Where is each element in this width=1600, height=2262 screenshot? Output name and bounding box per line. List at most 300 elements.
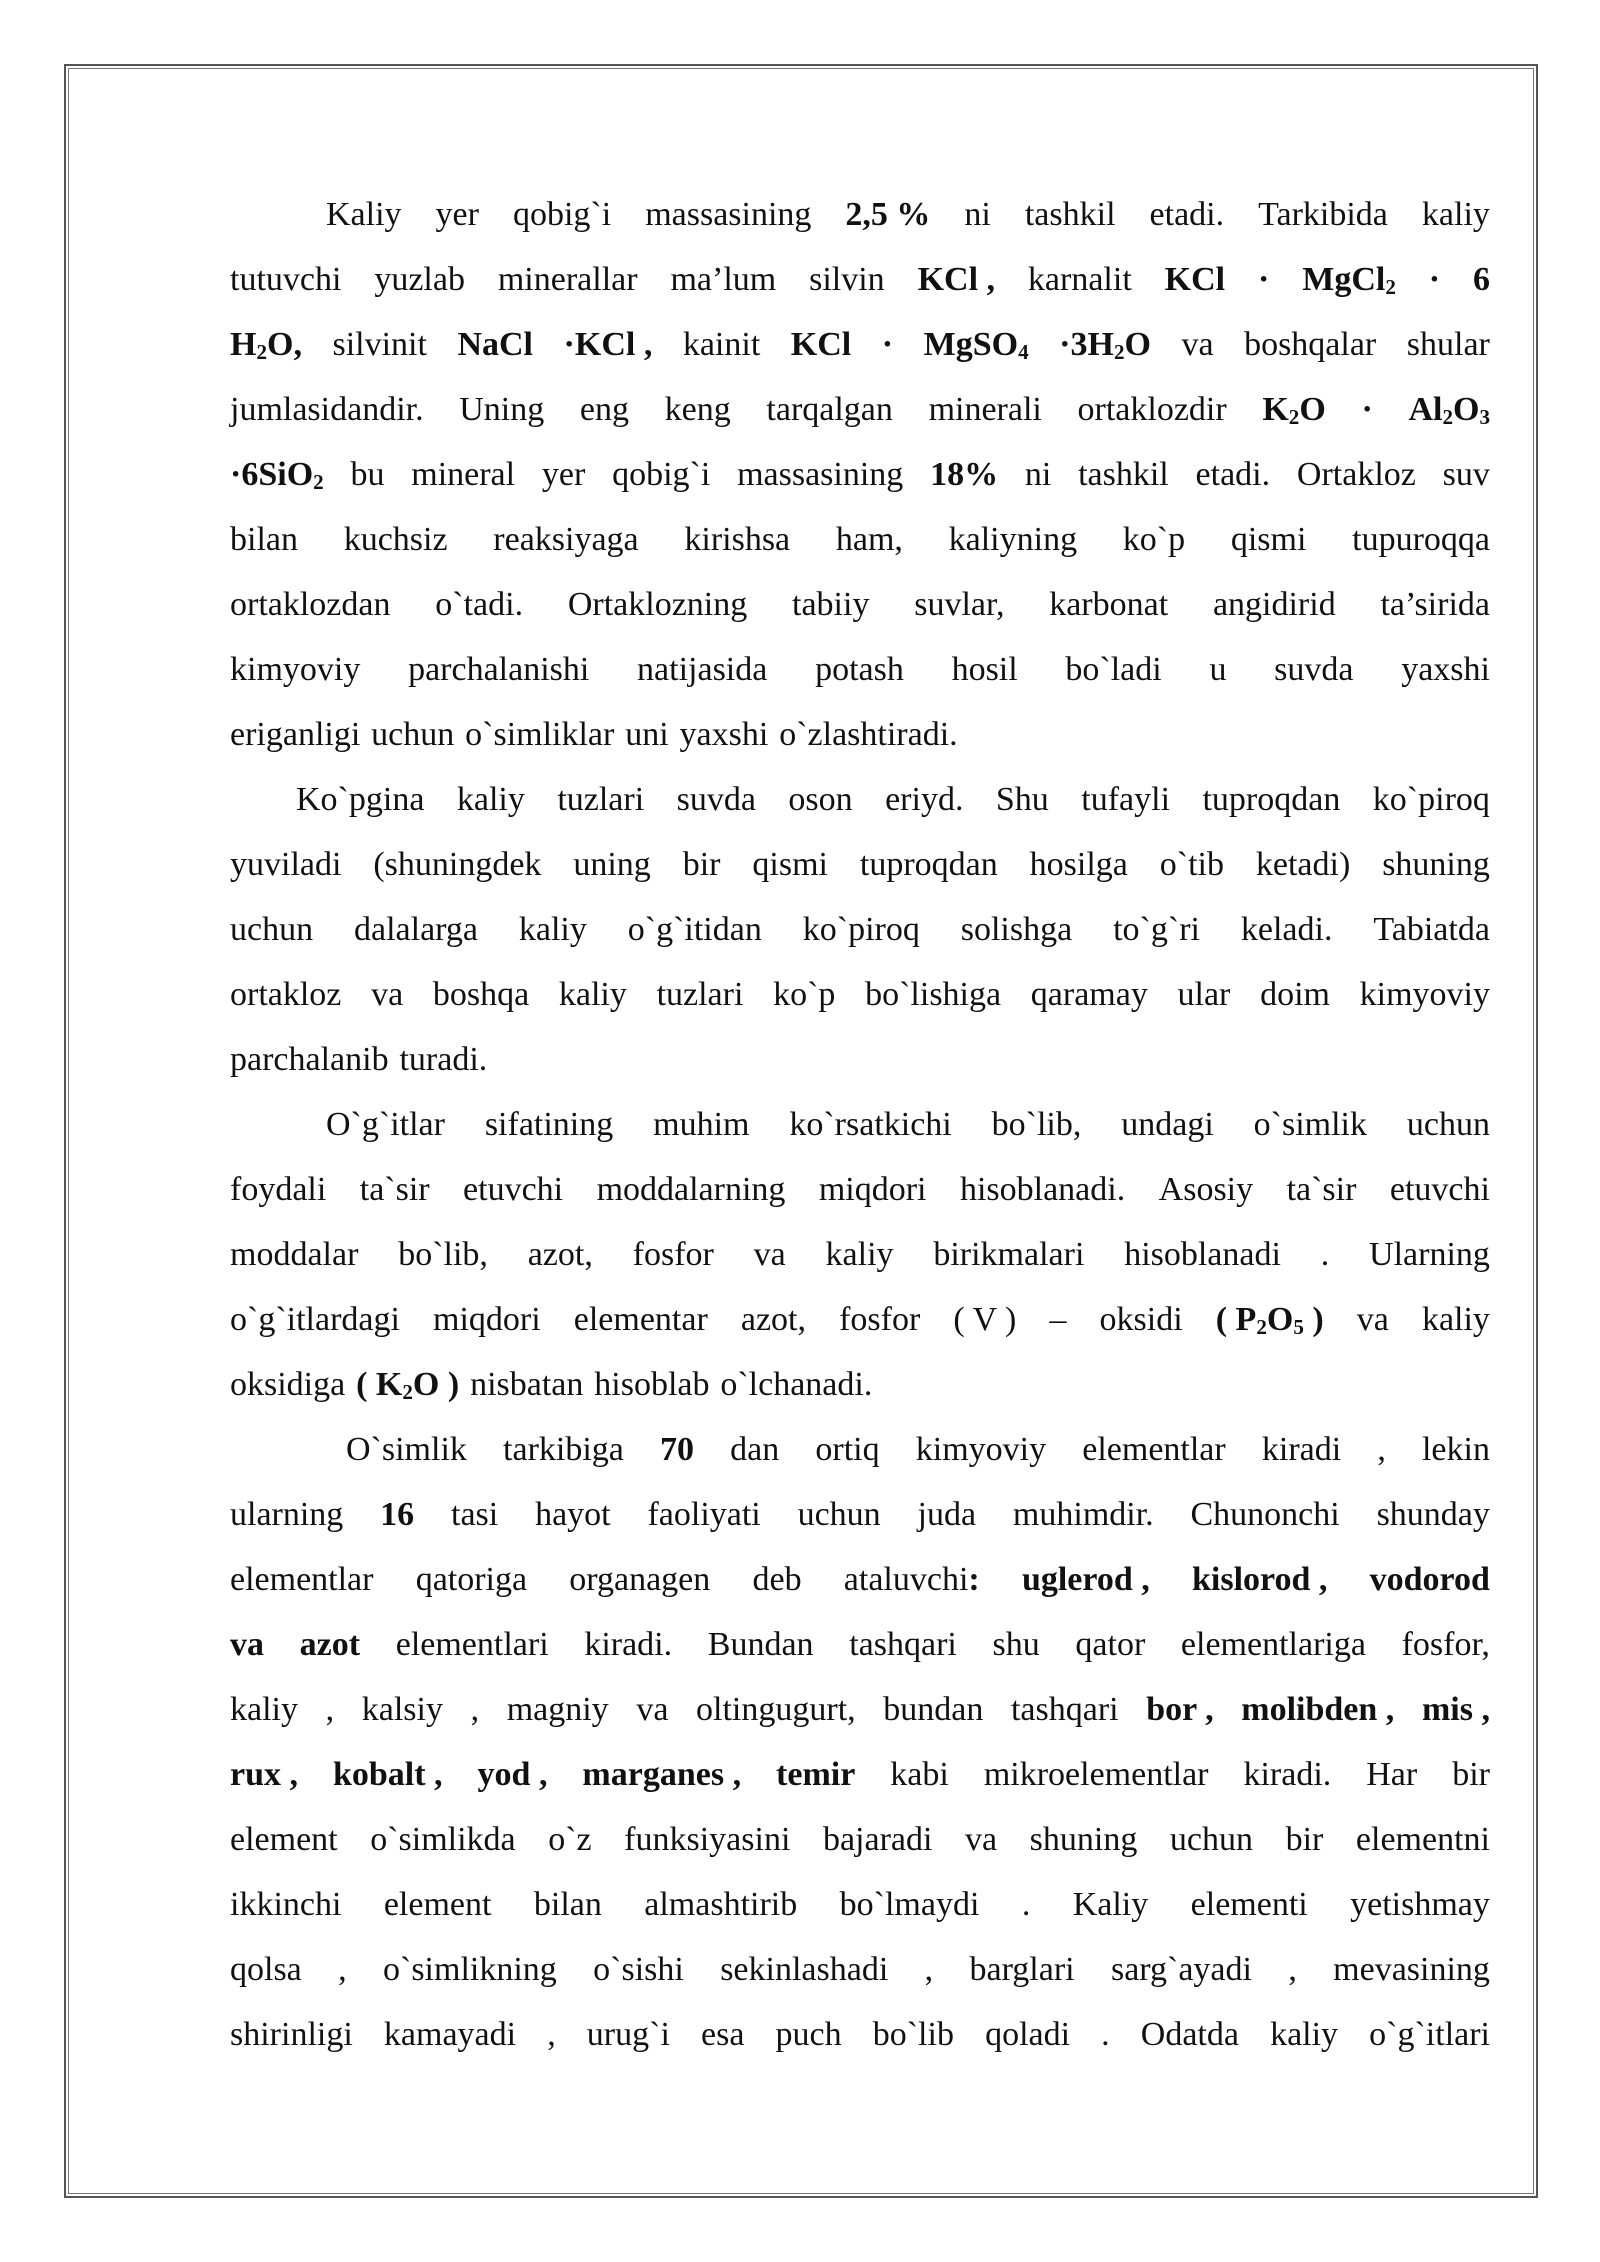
text-line xyxy=(230,1417,1490,1482)
word: $K_2O$ xyxy=(1262,391,1326,429)
word: kainit xyxy=(682,326,761,363)
word: ortaklozdir xyxy=(1077,391,1227,428)
word: potash xyxy=(815,651,904,688)
word: tupuroqqa xyxy=(1352,521,1490,558)
word: . xyxy=(1021,1886,1031,1923)
text-line xyxy=(230,1547,1490,1612)
word: kimyoviy xyxy=(1359,976,1490,1013)
word: elementlari xyxy=(395,1626,549,1663)
word: · xyxy=(1361,391,1373,428)
word: Shu xyxy=(995,781,1049,818)
word: ni xyxy=(1024,456,1052,493)
text-line xyxy=(230,2002,1490,2067)
word: yer xyxy=(541,456,586,493)
word: moddalarning xyxy=(596,1171,786,1208)
word: tashkil xyxy=(1078,456,1169,493)
word: (shuningdek xyxy=(373,846,542,883)
word: tabiiy xyxy=(792,586,870,623)
word: yuviladi xyxy=(230,846,342,883)
word: etuvchi xyxy=(1389,1171,1490,1208)
word: shuning xyxy=(1382,846,1490,883)
word: bo`lishiga xyxy=(865,976,1002,1013)
word: tuzlari xyxy=(656,976,744,1013)
text-line xyxy=(230,1092,1490,1157)
text-line xyxy=(230,572,1490,637)
word: silvinit xyxy=(332,326,427,363)
word: Tarkibida xyxy=(1258,196,1388,233)
text-line xyxy=(230,1287,1490,1352)
word: kislorod , xyxy=(1191,1561,1328,1598)
word: elementlariga xyxy=(1180,1626,1366,1663)
word: tarqalgan xyxy=(766,391,893,428)
word: keng xyxy=(664,391,731,428)
word: etuvchi xyxy=(463,1171,564,1208)
word: kaliy xyxy=(1421,1301,1490,1338)
word: elementni xyxy=(1355,1821,1490,1858)
word: eng xyxy=(579,391,629,428)
word: kaliyning xyxy=(948,521,1078,558)
word: ·KCl , xyxy=(563,326,653,363)
word: u xyxy=(1209,651,1227,688)
word: o`tib xyxy=(1159,846,1224,883)
word: juda xyxy=(917,1496,977,1533)
word: mis , xyxy=(1421,1691,1490,1728)
word: tuproqdan xyxy=(1202,781,1341,818)
word: hisoblanadi. xyxy=(959,1171,1126,1208)
word: . xyxy=(1101,2016,1110,2053)
word: almashtirib xyxy=(644,1886,798,1923)
word: tufayli xyxy=(1081,781,1171,818)
word: kirishsa xyxy=(684,521,791,558)
word: o`zlashtiradi. xyxy=(779,716,958,753)
text-line xyxy=(230,1612,1490,1677)
word: o`simliklar xyxy=(465,716,615,753)
word: 6 xyxy=(1473,261,1490,298)
word: kamayadi xyxy=(383,2016,517,2053)
word: MgCl$_2$ xyxy=(1302,261,1396,299)
word: mineral xyxy=(411,456,516,493)
word: o`tadi. xyxy=(435,586,524,623)
word: kimyoviy xyxy=(230,651,361,688)
word: Chunonchi xyxy=(1190,1496,1340,1533)
word: shular xyxy=(1406,326,1490,363)
word: solishga xyxy=(960,911,1073,948)
word: hayot xyxy=(535,1496,611,1533)
word: hosil xyxy=(951,651,1018,688)
word: sifatining xyxy=(484,1106,614,1143)
word: eriyd. xyxy=(885,781,964,818)
word: boshqa xyxy=(432,976,530,1013)
word: o`g`itlardagi xyxy=(230,1301,400,1338)
word: yetishmay xyxy=(1350,1886,1490,1923)
word: ular xyxy=(1177,976,1231,1013)
word: massasining xyxy=(645,196,812,233)
word: Kaliy xyxy=(1072,1886,1149,1923)
word: bo`lmaydi xyxy=(839,1886,980,1923)
text-line xyxy=(230,312,1490,377)
text-line xyxy=(230,442,1490,507)
word: uchun xyxy=(1169,1821,1254,1858)
word: o`g`itidan xyxy=(627,911,762,948)
word: qolsa xyxy=(230,1951,302,1988)
word: esa xyxy=(701,2016,745,2053)
word: kiradi xyxy=(1261,1431,1342,1468)
word: ham, xyxy=(835,521,903,558)
text-line xyxy=(230,832,1490,897)
word: kaliy xyxy=(825,1236,894,1273)
word: · xyxy=(1428,261,1441,298)
word: bu xyxy=(350,456,385,493)
word: angidirid xyxy=(1212,586,1336,623)
word: uchun xyxy=(230,911,314,948)
word: hisoblab xyxy=(594,1366,710,1403)
word: tashkil xyxy=(1024,196,1116,233)
word: dalalarga xyxy=(354,911,478,948)
word: mevasining xyxy=(1333,1951,1490,1988)
word: eriganligi xyxy=(230,716,361,753)
word: nisbatan xyxy=(470,1366,584,1403)
word: sarg`ayadi xyxy=(1110,1951,1252,1988)
word: bir xyxy=(1285,1821,1324,1858)
word: tasi xyxy=(451,1496,499,1533)
word: parchalanib xyxy=(230,1041,389,1078)
word: Asosiy xyxy=(1158,1171,1254,1208)
word: bo`lib xyxy=(872,2016,954,2053)
word: NaCl xyxy=(457,326,534,363)
word: marganes , xyxy=(582,1756,742,1793)
word: etadi. xyxy=(1149,196,1225,233)
word: uchun xyxy=(797,1496,881,1533)
word: tuzlari xyxy=(557,781,645,818)
document-body xyxy=(230,182,1490,2067)
word: kabi xyxy=(890,1756,949,1793)
word: kaliy xyxy=(456,781,525,818)
word: bo`lib, xyxy=(398,1236,488,1273)
text-line xyxy=(230,767,1490,832)
word: $H_2O$, xyxy=(230,326,302,364)
word: o`lchanadi. xyxy=(720,1366,873,1403)
word: ularning xyxy=(230,1496,344,1533)
word: tutuvchi xyxy=(230,261,342,298)
text-line xyxy=(230,637,1490,702)
word: qismi xyxy=(1230,521,1307,558)
word: silvin xyxy=(809,261,885,298)
word: elementar xyxy=(573,1301,708,1338)
word: , xyxy=(547,2016,556,2053)
word: hosilga xyxy=(1029,846,1128,883)
word: ( V ) xyxy=(953,1301,1017,1338)
word: KCl xyxy=(790,326,852,363)
word: ko`p xyxy=(1122,521,1186,558)
text-line xyxy=(230,1222,1490,1287)
word: MgSO$_4$ xyxy=(923,326,1029,364)
word: karbonat xyxy=(1049,586,1169,623)
word: undagi xyxy=(1121,1106,1214,1143)
word: yer xyxy=(435,196,479,233)
word: turadi. xyxy=(399,1041,488,1078)
word: minerali xyxy=(928,391,1042,428)
word: o`simlikda xyxy=(370,1821,516,1858)
word: bir xyxy=(1452,1756,1490,1793)
text-line xyxy=(230,247,1490,312)
word: ta`sir xyxy=(1286,1171,1357,1208)
word: , xyxy=(338,1951,347,1988)
word: kaliy xyxy=(558,976,627,1013)
word: ko`rsatkichi xyxy=(789,1106,952,1143)
word: yuzlab xyxy=(374,261,465,298)
word: to`g`ri xyxy=(1113,911,1200,948)
word: ortakloz xyxy=(230,976,342,1013)
word: ataluvchi: xyxy=(843,1561,980,1598)
word: shunday xyxy=(1376,1496,1490,1533)
word: bilan xyxy=(230,521,298,558)
word: shirinligi xyxy=(230,2016,353,2053)
word: qator xyxy=(1075,1626,1146,1663)
word: ta`sir xyxy=(359,1171,430,1208)
word: lekin xyxy=(1421,1431,1490,1468)
word: temir xyxy=(776,1756,856,1793)
text-line xyxy=(230,1482,1490,1547)
word: O`g`itlar xyxy=(326,1106,445,1143)
word: hisoblanadi xyxy=(1124,1236,1281,1273)
word: magniy xyxy=(506,1691,609,1728)
word: reaksiyaga xyxy=(493,521,639,558)
word: ko`piroq xyxy=(802,911,920,948)
word: element xyxy=(383,1886,492,1923)
word: doim xyxy=(1260,976,1330,1013)
word: · xyxy=(1258,261,1270,298)
word: deb xyxy=(752,1561,802,1598)
word: , xyxy=(470,1691,480,1728)
word: dan xyxy=(730,1431,780,1468)
word: 2,5 % xyxy=(845,196,931,233)
word: muhimdir. xyxy=(1012,1496,1154,1533)
word: – xyxy=(1049,1301,1067,1338)
word: shuning xyxy=(1029,1821,1138,1858)
word: Ortakloz xyxy=(1296,456,1416,493)
word: ketadi) xyxy=(1255,846,1351,883)
text-line xyxy=(230,377,1490,442)
word: faoliyati xyxy=(647,1496,761,1533)
word: va xyxy=(1356,1301,1389,1338)
word: · xyxy=(881,326,894,363)
word: parchalanishi xyxy=(408,651,590,688)
word: fosfor xyxy=(839,1301,921,1338)
word: O`simlik xyxy=(346,1431,467,1468)
word: fosfor, xyxy=(1401,1626,1490,1663)
word: uchun xyxy=(371,716,455,753)
word: kiradi. xyxy=(1243,1756,1332,1793)
word: urug`i xyxy=(586,2016,670,2053)
word: qismi xyxy=(752,846,828,883)
word: Ularning xyxy=(1369,1236,1490,1273)
word: va xyxy=(1181,326,1214,363)
word: KCl xyxy=(1164,261,1226,298)
word: ma’lum xyxy=(670,261,777,298)
word: ko`p xyxy=(773,976,836,1013)
word: vodorod xyxy=(1369,1561,1490,1598)
word: qobig`i xyxy=(512,196,612,233)
word: qaramay xyxy=(1030,976,1148,1013)
word: fosfor xyxy=(632,1236,714,1273)
word: oltingugurt, xyxy=(696,1691,856,1728)
word: bo`lib, xyxy=(991,1106,1082,1143)
word: kimyoviy xyxy=(915,1431,1047,1468)
word: kiradi. xyxy=(584,1626,673,1663)
word: , xyxy=(1377,1431,1386,1468)
word: ( $P_2O_5$ ) xyxy=(1215,1301,1324,1339)
word: , xyxy=(1288,1951,1297,1988)
word: miqdori xyxy=(818,1171,927,1208)
word: natijasida xyxy=(637,651,768,688)
word: ·6SiO$_2$ xyxy=(230,456,324,494)
word: ni xyxy=(964,196,991,233)
word: qoladi xyxy=(985,2016,1071,2053)
word: oson xyxy=(788,781,853,818)
word: barglari xyxy=(969,1951,1075,1988)
text-line xyxy=(230,507,1490,572)
word: Ortaklozning xyxy=(567,586,748,623)
word: miqdori xyxy=(433,1301,541,1338)
word: o`sishi xyxy=(593,1951,684,1988)
word: va xyxy=(753,1236,786,1273)
word: azot, xyxy=(740,1301,807,1338)
word: va xyxy=(965,1821,998,1858)
word: 16 xyxy=(380,1496,415,1533)
word: Tabiatda xyxy=(1373,911,1490,948)
text-line xyxy=(230,1807,1490,1872)
word: kaliy xyxy=(518,911,587,948)
word: suvlar, xyxy=(914,586,1005,623)
word: uglerod , xyxy=(1021,1561,1150,1598)
text-line xyxy=(230,1872,1490,1937)
word: 18% xyxy=(930,456,999,493)
word: Uning xyxy=(459,391,545,428)
text-line xyxy=(230,962,1490,1027)
word: suvda xyxy=(676,781,756,818)
word: elementlar xyxy=(1082,1431,1226,1468)
text-line xyxy=(230,1157,1490,1222)
word: $\cdot 3H_2O$ xyxy=(1059,326,1151,364)
word: bajaradi xyxy=(822,1821,933,1858)
word: organagen xyxy=(569,1561,711,1598)
word: jumlasidandir. xyxy=(230,391,424,428)
word: azot, xyxy=(527,1236,593,1273)
word: tuproqdan xyxy=(859,846,998,883)
word: massasining xyxy=(737,456,904,493)
word: azot xyxy=(299,1626,361,1663)
word: funksiyasini xyxy=(624,1821,791,1858)
word: , xyxy=(924,1951,934,1988)
word: elementi xyxy=(1190,1886,1308,1923)
text-line xyxy=(230,182,1490,247)
word: boshqalar xyxy=(1244,326,1377,363)
word: o`z xyxy=(548,1821,592,1858)
word: minerallar xyxy=(497,261,638,298)
text-line xyxy=(230,1027,1490,1092)
word: yod , xyxy=(477,1756,548,1793)
word: molibden , xyxy=(1241,1691,1395,1728)
word: elementlar xyxy=(230,1561,374,1598)
text-line xyxy=(230,897,1490,962)
word: va xyxy=(636,1691,669,1728)
word: uni xyxy=(625,716,669,753)
word: Bundan xyxy=(707,1626,814,1663)
word: uning xyxy=(573,846,651,883)
word: birikmalari xyxy=(933,1236,1085,1273)
word: ikkinchi xyxy=(230,1886,342,1923)
word: oksidi xyxy=(1099,1301,1183,1338)
word: . xyxy=(1320,1236,1330,1273)
word: qatoriga xyxy=(415,1561,528,1598)
word: kaliy xyxy=(1421,196,1490,233)
word: element xyxy=(230,1821,338,1858)
word: kaliy xyxy=(1270,2016,1339,2053)
word: va xyxy=(371,976,404,1013)
word: ortaklozdan xyxy=(230,586,391,623)
word: rux , xyxy=(230,1756,298,1793)
word: va xyxy=(230,1626,264,1663)
word: sekinlashadi xyxy=(720,1951,889,1988)
word: Ko`pgina xyxy=(296,781,425,818)
word: kobalt , xyxy=(332,1756,443,1793)
word: ta’sirida xyxy=(1380,586,1490,623)
word: kalsiy xyxy=(361,1691,443,1728)
word: mikroelementlar xyxy=(983,1756,1209,1793)
word: tarkibiga xyxy=(503,1431,624,1468)
word: $Al_2O_3$ xyxy=(1408,391,1490,429)
word: etadi. xyxy=(1195,456,1271,493)
word: moddalar xyxy=(230,1236,359,1273)
word: puch xyxy=(775,2016,842,2053)
word: ( $K_2O$ ) xyxy=(356,1366,460,1404)
word: bor , xyxy=(1146,1691,1214,1728)
word: bilan xyxy=(533,1886,602,1923)
word: kaliy xyxy=(230,1691,298,1728)
word: o`simlik xyxy=(1253,1106,1367,1143)
word: Odatda xyxy=(1140,2016,1239,2053)
word: bundan xyxy=(883,1691,984,1728)
word: bir xyxy=(682,846,721,883)
text-line xyxy=(230,1352,1490,1417)
text-line xyxy=(230,702,1490,767)
word: muhim xyxy=(653,1106,750,1143)
word: oksidiga xyxy=(230,1366,346,1403)
text-line xyxy=(230,1677,1490,1742)
word: ko`piroq xyxy=(1372,781,1490,818)
word: qobig`i xyxy=(612,456,711,493)
word: KCl , xyxy=(917,261,996,298)
word: o`g`itlari xyxy=(1369,2016,1490,2053)
text-line xyxy=(230,1937,1490,2002)
word: suv xyxy=(1442,456,1490,493)
word: keladi. xyxy=(1240,911,1333,948)
word: yaxshi xyxy=(679,716,769,753)
word: foydali xyxy=(230,1171,327,1208)
word: , xyxy=(325,1691,335,1728)
word: shu xyxy=(992,1626,1040,1663)
text-line xyxy=(230,1742,1490,1807)
word: 70 xyxy=(660,1431,695,1468)
word: ortiq xyxy=(815,1431,880,1468)
word: Kaliy xyxy=(326,196,402,233)
word: uchun xyxy=(1406,1106,1490,1143)
word: o`simlikning xyxy=(383,1951,557,1988)
word: yaxshi xyxy=(1401,651,1490,688)
word: karnalit xyxy=(1027,261,1132,298)
word: tashqari xyxy=(1010,1691,1119,1728)
word: suvda xyxy=(1274,651,1354,688)
